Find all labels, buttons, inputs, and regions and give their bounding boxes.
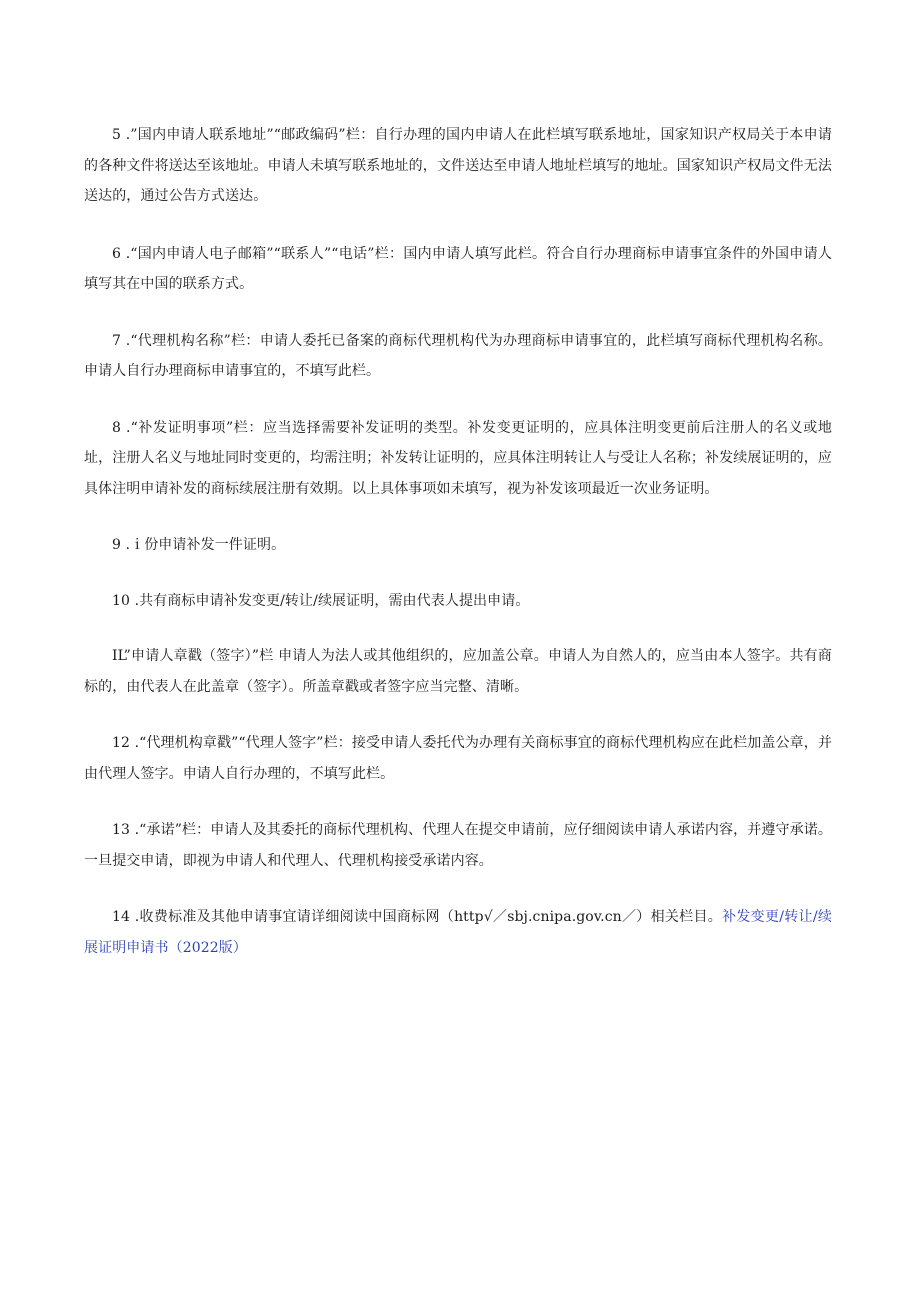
paragraph-5: 5 .”国内申请人联系地址”“邮政编码”栏：自行办理的国内申请人在此栏填写联系地址，国家知识产权局关于本申请的各种文件将送达至该地址。申请人未填写联系地址的，文件送达至申请人地址栏填写的地址。国家知识产权局文件无法送达的，通过公告方式送达。 [84, 127, 832, 204]
paragraph-8: 8 .“补发证明事项”栏：应当选择需要补发证明的类型。补发变更证明的，应具体注明变更前后注册人的名义或地址，注册人名义与地址同时变更的，均需注明；补发转让证明的，应具体注明转让人与受让人名称；补发续展证明的，应具体注明申请补发的商标续展注册有效期。以上具体事项如未填写，视为补发该项最近一次业务证明。 [84, 419, 832, 497]
paragraph-6: 6 .“国内申请人电子邮箱”“联系人”“电话”栏：国内申请人填写此栏。符合自行办理商标申请事宜条件的外国申请人填写其在中国的联系方式。 [84, 245, 832, 292]
document-title-link[interactable]: 补发变更/转让/续展证明申请书（2022版） [84, 909, 832, 956]
paragraph-14-text: 14 .收费标准及其他申请事宜请详细阅读中国商标网（http√／sbj.cnipa.gov.cn／）相关栏目。 [112, 909, 723, 925]
paragraph-7: 7 .“代理机构名称”栏：申请人委托已备案的商标代理机构代为办理商标申请事宜的，此栏填写商标代理机构名称。申请人自行办理商标申请事宜的，不填写此栏。 [84, 332, 832, 379]
paragraph-9: 9 .ｉ份申请补发一件证明。 [112, 537, 286, 553]
paragraph-14 [84, 902, 832, 963]
paragraph-11: IL”申请人章戳（签字）”栏 申请人为法人或其他组织的，应加盖公章。申请人为自然人的，应当由本人签字。共有商标的，由代表人在此盖章（签字）。所盖章戳或者签字应当完整、清晰。 [84, 648, 832, 695]
paragraph-10: 10 .共有商标申请补发变更/转让/续展证明，需由代表人提出申请。 [112, 592, 530, 609]
paragraph-13: 13 .“承诺”栏：申请人及其委托的商标代理机构、代理人在提交申请前，应仔细阅读申请人承诺内容，并遵守承诺。一旦提交申请，即视为申请人和代理人、代理机构接受承诺内容。 [84, 822, 832, 869]
paragraph-12: 12 .“代理机构章戳”“代理人签字”栏：接受申请人委托代为办理有关商标事宜的商标代理机构应在此栏加盖公章，并由代理人签字。申请人自行办理的，不填写此栏。 [84, 735, 832, 782]
